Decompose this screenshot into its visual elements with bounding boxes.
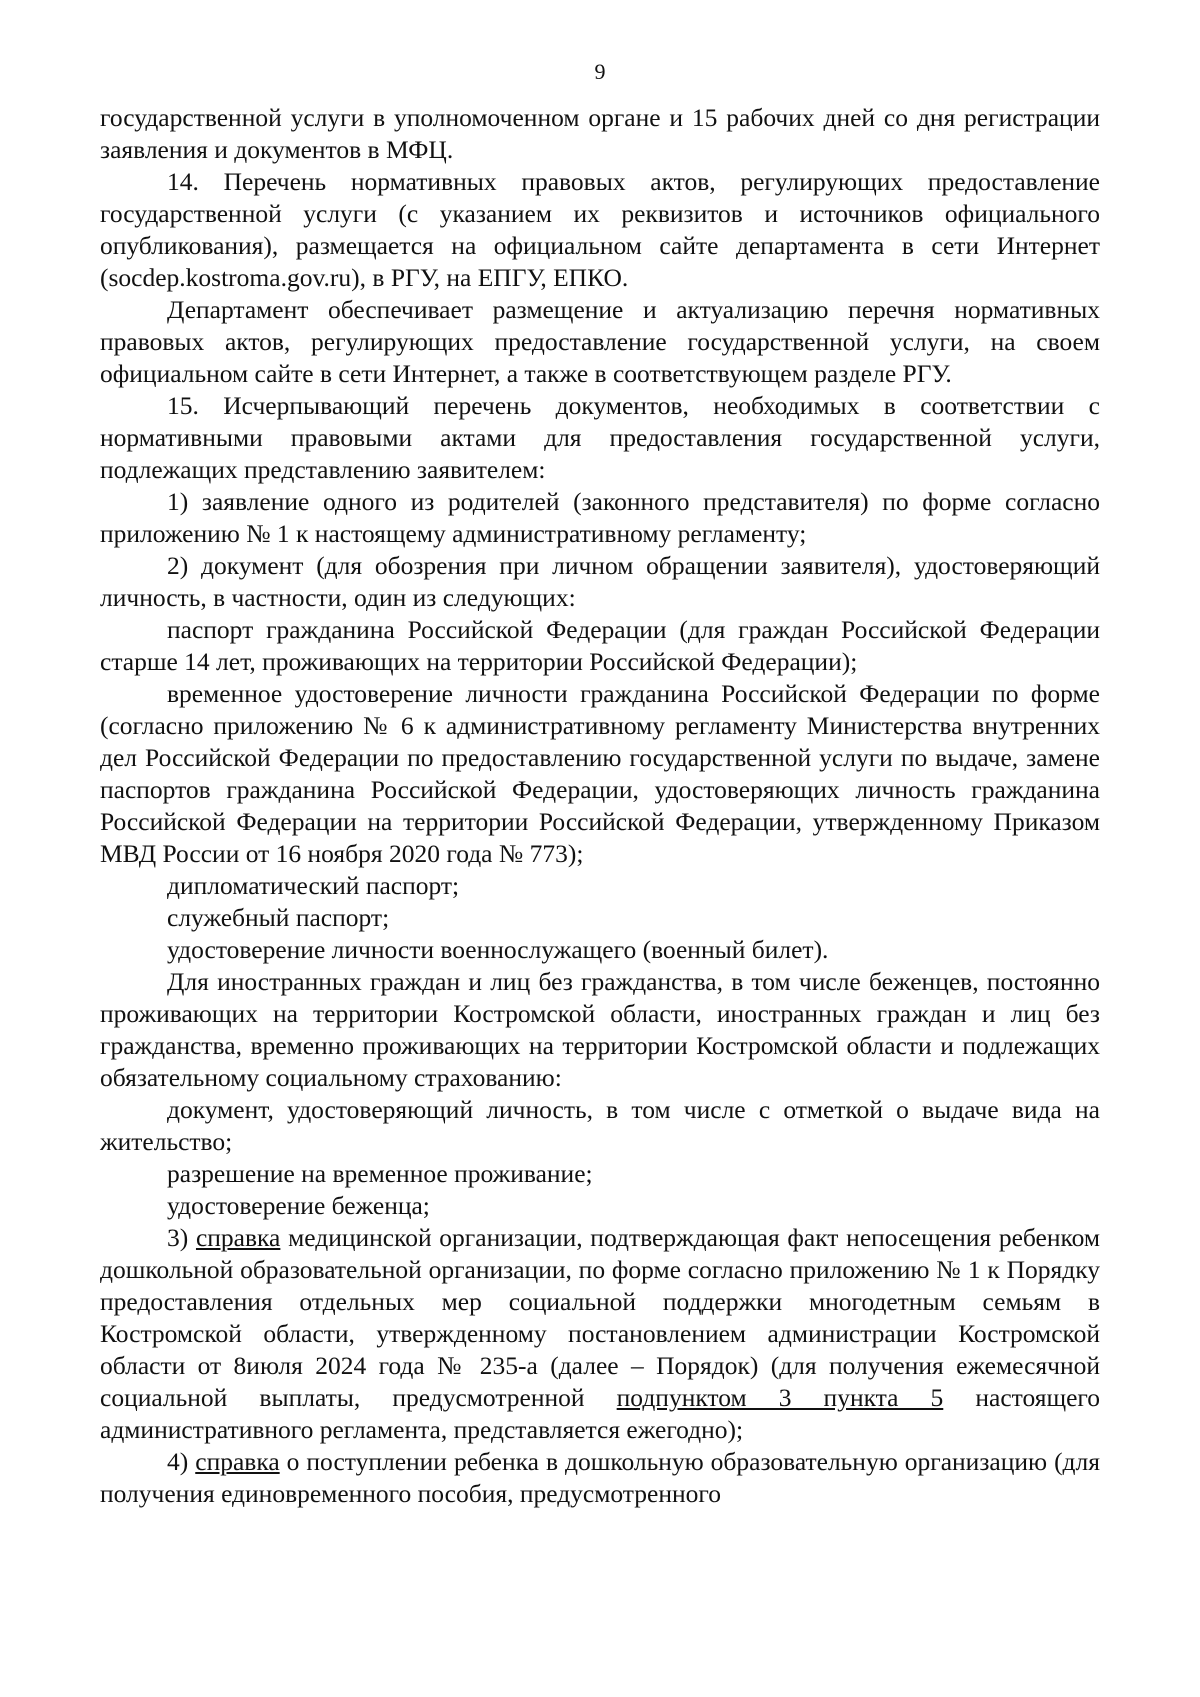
page-number: 9 (594, 59, 606, 84)
paragraph-temporary-residence: разрешение на временное проживание; (167, 1159, 593, 1188)
subitem-4-prefix: 4) (167, 1447, 196, 1476)
paragraph-subitem-3 (100, 1222, 1100, 1446)
paragraph-department: Департамент обеспечивает размещение и актуализацию перечня нормативных правовых актов, регулирующих предоставление государственной услуги, на своем официальном сайте в сети Интернет, а также в соответствующем разделе РГУ. (100, 295, 1100, 388)
subitem-3-text: медицинской организации, подтверждающая факт непосещения ребенком дошкольной образовательной организации, по форме согласно приложению № 1 к Порядку предоставления отдельных мер социальной поддержки многодетным семьям в Костромской области, утвержденному постановлением администрации Костромской области от 8июля 2024 года № 235-а (далее – Порядок) (для получения ежемесячной социальной выплаты, предусмотренной (100, 1223, 1100, 1412)
subpoint-link[interactable]: подпунктом 3 пункта 5 (616, 1383, 944, 1412)
spravka-link[interactable]: справка (195, 1223, 281, 1252)
paragraph-identity-document: документ, удостоверяющий личность, в том числе с отметкой о выдаче вида на жительство; (100, 1095, 1100, 1156)
paragraph-passport: паспорт гражданина Российской Федерации (для граждан Российской Федерации старше 14 лет, проживающих на территории Российской Федерации); (100, 615, 1100, 676)
paragraph-military-id: удостоверение личности военнослужащего (военный билет). (167, 935, 829, 964)
paragraph-continuation: государственной услуги в уполномоченном органе и 15 рабочих дней со дня регистрации заявления и документов в МФЦ. (100, 103, 1100, 164)
subitem-3-suffix: настоящего административного регламента, представляется ежегодно); (100, 1383, 1100, 1444)
paragraph-subitem-4 (100, 1446, 1100, 1510)
paragraph-item-15: 15. Исчерпывающий перечень документов, необходимых в соответствии с нормативными правовыми актами для предоставления государственной услуги, подлежащих представлению заявителем: (100, 391, 1100, 484)
paragraph-diplomatic-passport: дипломатический паспорт; (167, 871, 460, 900)
paragraph-service-passport: служебный паспорт; (167, 903, 390, 932)
subitem-3-prefix: 3) (167, 1223, 196, 1252)
spravka-link-2[interactable]: справка (195, 1447, 280, 1476)
paragraph-temporary-id: временное удостоверение личности гражданина Российской Федерации по форме (согласно приложению № 6 к административному регламенту Министерства внутренних дел Российской Федерации по предоставлению государственной услуги по выдаче, замене паспортов гражданина Российской Федерации, удостоверяющих личность гражданина Российской Федерации на территории Российской Федерации, утвержденному Приказом МВД России от 16 ноября 2020 года № 773); (100, 679, 1100, 868)
paragraph-foreign-citizens: Для иностранных граждан и лиц без гражданства, в том числе беженцев, постоянно проживающих на территории Костромской области, иностранных граждан и лиц без гражданства, временно проживающих на территории Костромской области и подлежащих обязательному социальному страхованию: (100, 967, 1100, 1092)
document-page (100, 60, 1100, 1510)
paragraph-subitem-2: 2) документ (для обозрения при личном обращении заявителя), удостоверяющий личность, в частности, один из следующих: (100, 551, 1100, 612)
paragraph-refugee-certificate: удостоверение беженца; (167, 1191, 430, 1220)
subitem-4-text: о поступлении ребенка в дошкольную образовательную организацию (для получения единовременного пособия, предусмотренного (100, 1447, 1100, 1508)
paragraph-item-14: 14. Перечень нормативных правовых актов, регулирующих предоставление государственной услуги (с указанием их реквизитов и источников официального опубликования), размещается на официальном сайте департамента в сети Интернет (socdep.kostroma.gov.ru), в РГУ, на ЕПГУ, ЕПКО. (100, 167, 1100, 292)
paragraph-subitem-1: 1) заявление одного из родителей (законного представителя) по форме согласно приложению № 1 к настоящему административному регламенту; (100, 487, 1100, 548)
